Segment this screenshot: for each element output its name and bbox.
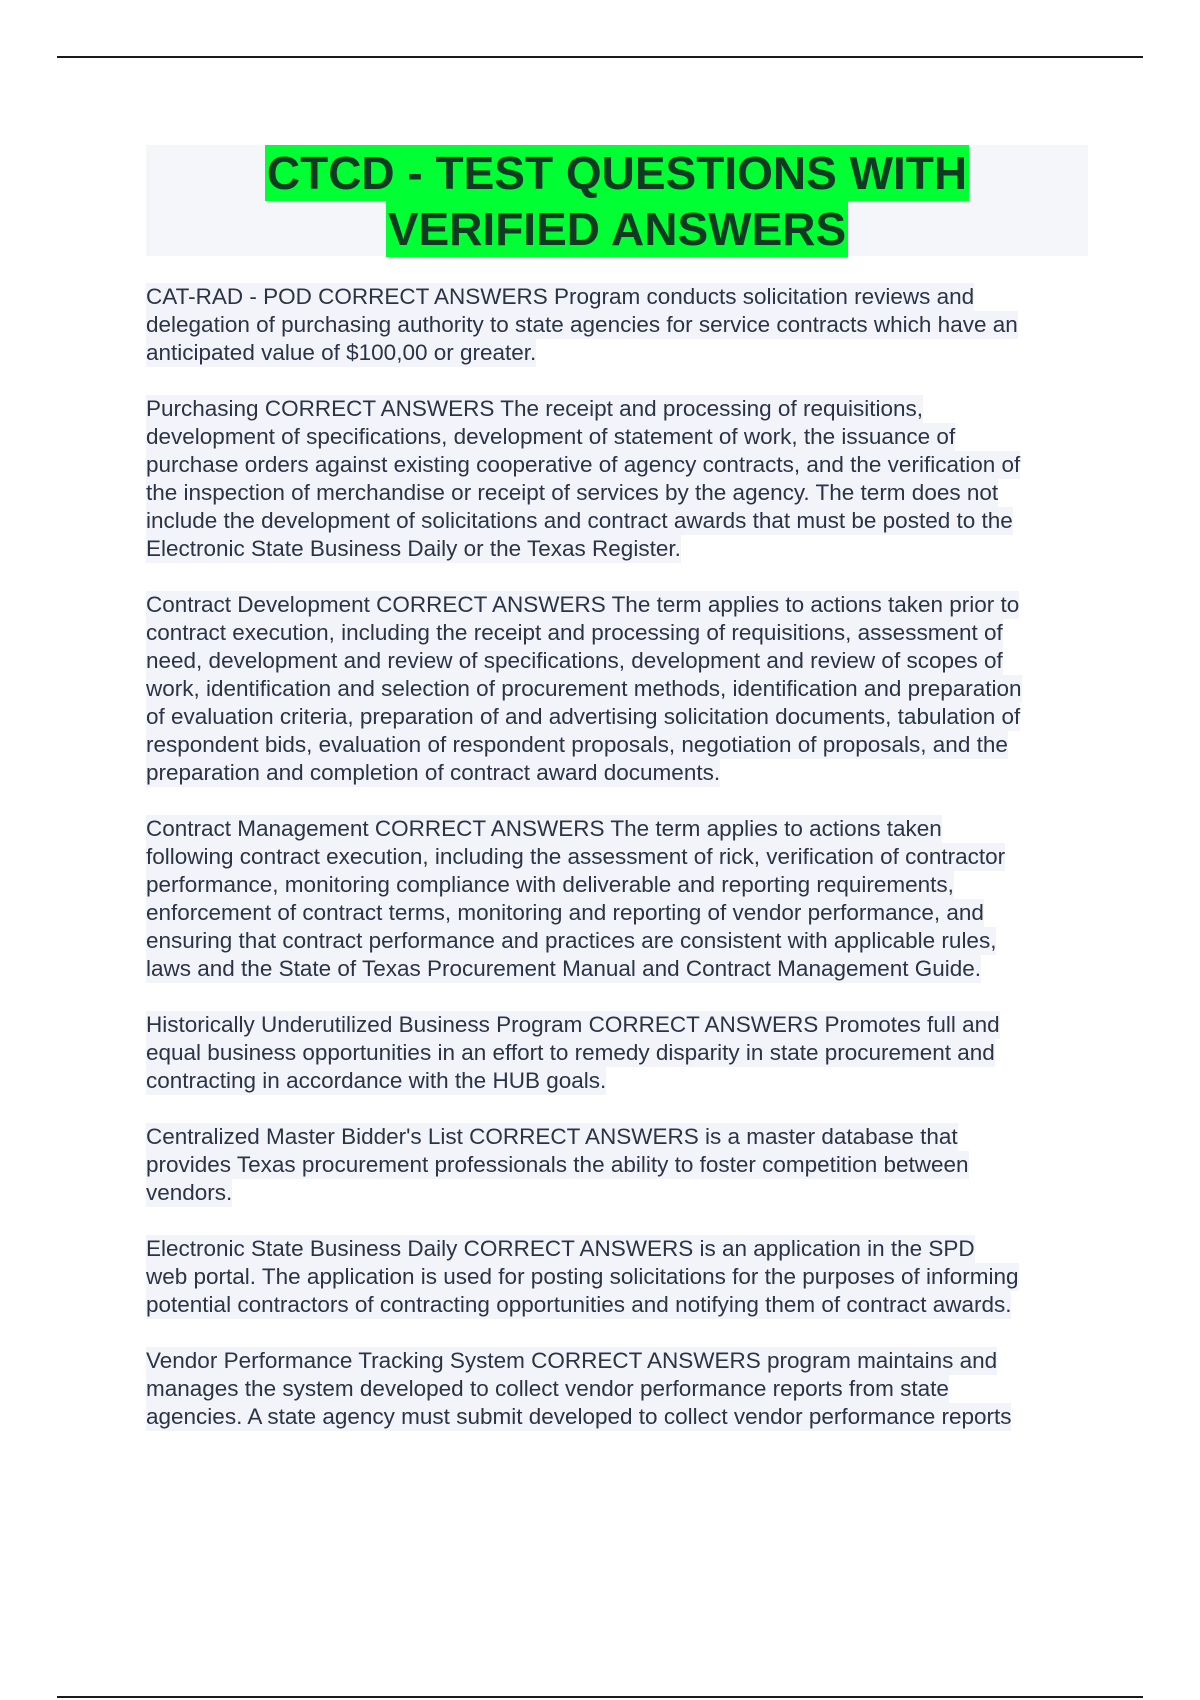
text-line: the inspection of merchandise or receipt of services by the agency. The term does not: [146, 480, 999, 505]
qa-entry: [146, 1011, 1096, 1095]
text-line: purchase orders against existing cooperative of agency contracts, and the verification of: [146, 452, 1021, 477]
text-line: development of specifications, development of statement of work, the issuance of: [146, 424, 956, 449]
text-line: need, development and review of specifications, development and review of scopes of: [146, 648, 1003, 673]
text-line: respondent bids, evaluation of respondent proposals, negotiation of proposals, and the: [146, 732, 1008, 757]
text-line: include the development of solicitations and contract awards that must be posted to the: [146, 508, 1013, 533]
text-line: vendors.: [146, 1180, 233, 1205]
text-line: preparation and completion of contract award documents.: [146, 760, 721, 785]
title-line-2: VERIFIED ANSWERS: [387, 203, 847, 255]
text-line: CAT-RAD - POD CORRECT ANSWERS Program conducts solicitation reviews and: [146, 284, 975, 309]
text-line: Contract Development CORRECT ANSWERS The term applies to actions taken prior to: [146, 592, 1020, 617]
text-line: contract execution, including the receipt and processing of requisitions, assessment of: [146, 620, 1003, 645]
text-line: anticipated value of $100,00 or greater.: [146, 340, 537, 365]
footer-rule: [57, 1696, 1143, 1698]
qa-entry: [146, 1235, 1096, 1319]
text-line: Electronic State Business Daily CORRECT ANSWERS is an application in the SPD: [146, 1236, 975, 1261]
text-line: web portal. The application is used for posting solicitations for the purposes of informing: [146, 1264, 1019, 1289]
text-line: contracting in accordance with the HUB goals.: [146, 1068, 607, 1093]
qa-entry: [146, 591, 1096, 787]
text-line: Electronic State Business Daily or the Texas Register.: [146, 536, 681, 561]
text-line: agencies. A state agency must submit developed to collect vendor performance reports: [146, 1404, 1012, 1429]
text-line: Vendor Performance Tracking System CORRECT ANSWERS program maintains and: [146, 1348, 998, 1373]
qa-entry: [146, 1123, 1096, 1207]
text-line: Historically Underutilized Business Program CORRECT ANSWERS Promotes full and: [146, 1012, 1000, 1037]
title-line-1: CTCD - TEST QUESTIONS WITH: [266, 147, 968, 199]
text-line: enforcement of contract terms, monitoring and reporting of vendor performance, and: [146, 900, 984, 925]
qa-entry: [146, 1347, 1096, 1431]
text-line: delegation of purchasing authority to state agencies for service contracts which have an: [146, 312, 1018, 337]
text-line: Purchasing CORRECT ANSWERS The receipt and processing of requisitions,: [146, 396, 924, 421]
qa-entry: [146, 395, 1096, 563]
text-line: performance, monitoring compliance with deliverable and reporting requirements,: [146, 872, 954, 897]
header-rule: [57, 56, 1143, 58]
text-line: Contract Management CORRECT ANSWERS The term applies to actions taken: [146, 816, 942, 841]
text-line: following contract execution, including the assessment of rick, verification of contractor: [146, 844, 1006, 869]
text-line: laws and the State of Texas Procurement Manual and Contract Management Guide.: [146, 956, 982, 981]
text-line: of evaluation criteria, preparation of and advertising solicitation documents, tabulation of: [146, 704, 1021, 729]
text-line: ensuring that contract performance and practices are consistent with applicable rules,: [146, 928, 997, 953]
qa-entry: [146, 283, 1096, 367]
text-line: Centralized Master Bidder's List CORRECT ANSWERS is a master database that: [146, 1124, 958, 1149]
text-line: equal business opportunities in an effort to remedy disparity in state procurement and: [146, 1040, 995, 1065]
document-body: [146, 283, 1096, 1459]
text-line: provides Texas procurement professionals the ability to foster competition between: [146, 1152, 969, 1177]
text-line: work, identification and selection of procurement methods, identification and preparation: [146, 676, 1022, 701]
text-line: manages the system developed to collect vendor performance reports from state: [146, 1376, 949, 1401]
text-line: potential contractors of contracting opportunities and notifying them of contract awards.: [146, 1292, 1012, 1317]
qa-entry: [146, 815, 1096, 983]
document-title: [146, 145, 1088, 256]
